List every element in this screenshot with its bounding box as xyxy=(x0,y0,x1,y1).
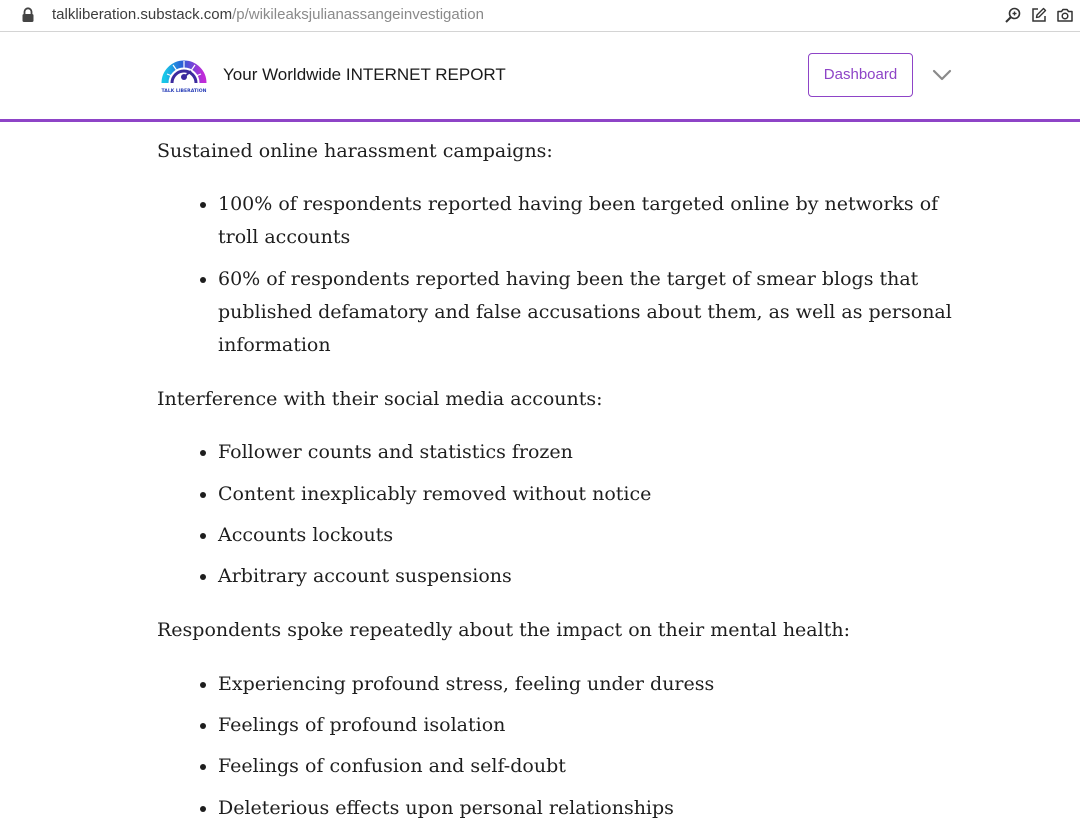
site-header xyxy=(0,33,1080,119)
list-item: 60% of respondents reported having been the target of smear blogs that published defamatory and false accusations about them, as well as personal information xyxy=(218,263,957,362)
list-item: 100% of respondents reported having been targeted online by networks of troll accounts xyxy=(218,188,957,254)
list-item: Follower counts and statistics frozen xyxy=(218,436,957,469)
list-item: Content inexplicably removed without notice xyxy=(218,478,957,511)
list-item: Deleterious effects upon personal relationships xyxy=(218,792,957,825)
article-body xyxy=(157,122,957,825)
publication-title[interactable]: Your Worldwide INTERNET REPORT xyxy=(223,65,506,84)
list-item: Feelings of confusion and self-doubt xyxy=(218,750,957,783)
zoom-icon[interactable] xyxy=(1004,6,1022,24)
list-item: Experiencing profound stress, feeling under duress xyxy=(218,668,957,701)
chevron-down-icon[interactable] xyxy=(931,67,953,83)
section-heading: Respondents spoke repeatedly about the impact on their mental health: xyxy=(157,619,850,641)
url-field[interactable] xyxy=(52,5,484,25)
logo-wordmark: TALK LIBERATION xyxy=(161,89,207,94)
url-host: talkliberation.substack.com xyxy=(52,6,233,23)
bullet-list xyxy=(157,668,957,825)
lock-icon xyxy=(21,7,35,23)
browser-address-bar xyxy=(0,0,1080,32)
bullet-list xyxy=(157,188,957,362)
section-heading: Interference with their social media accounts: xyxy=(157,388,603,410)
section-heading: Sustained online harassment campaigns: xyxy=(157,140,553,162)
talk-liberation-logo[interactable] xyxy=(161,55,207,95)
url-path: /p/wikileaksjulianassangeinvestigation xyxy=(232,6,484,23)
list-item: Arbitrary account suspensions xyxy=(218,560,957,593)
camera-icon[interactable] xyxy=(1056,6,1074,24)
bullet-list xyxy=(157,436,957,593)
list-item: Accounts lockouts xyxy=(218,519,957,552)
list-item: Feelings of profound isolation xyxy=(218,709,957,742)
dashboard-button[interactable]: Dashboard xyxy=(808,53,913,97)
edit-icon[interactable] xyxy=(1030,6,1048,24)
